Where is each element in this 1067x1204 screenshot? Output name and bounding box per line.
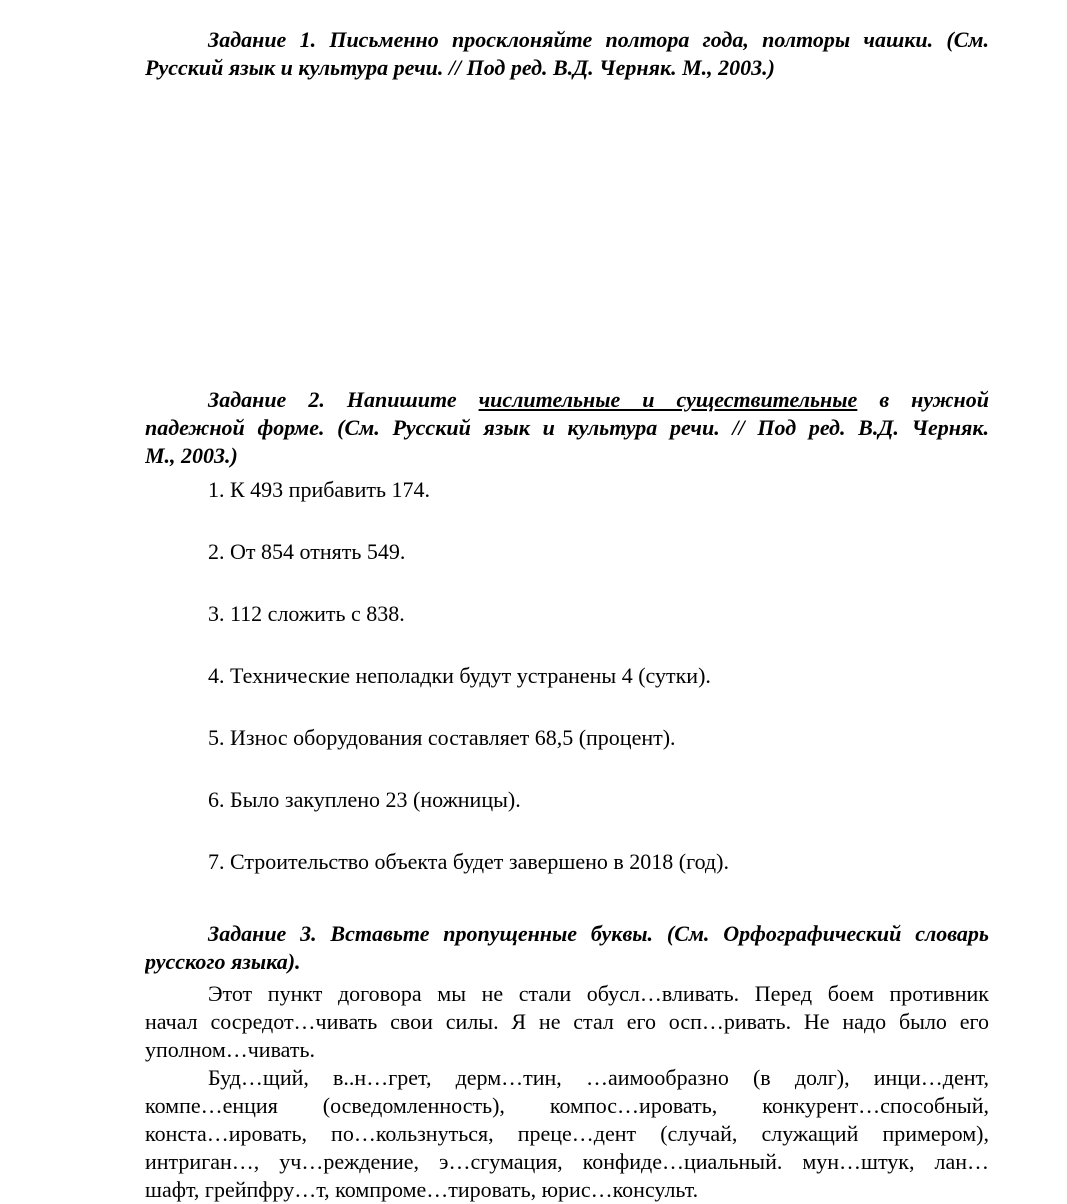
task2-heading-line-2: падежной форме. (См. Русский язык и культура речи. // Под ред. В.Д. Черняк.	[145, 415, 989, 440]
task3-paragraph-1	[145, 980, 989, 1064]
task3-paragraph-2-line-4: интриган…, уч…реждение, э…сгумация, конфиде…циальный. мун…штук, лан…	[145, 1149, 989, 1174]
task3-paragraph-2-line-3: конста…ировать, по…кользнуться, преце…дент (случай, служащий примером),	[145, 1121, 989, 1146]
task3-paragraph-1-line-2: начал сосредот…чивать свои силы. Я не стал его осп…ривать. Не надо было его	[145, 1009, 989, 1034]
task3-paragraph-2-line-2: компе…енция (осведомленность), компос…ировать, конкурент…способный,	[145, 1093, 989, 1118]
task2-heading-pre: Задание 2. Напишите	[208, 387, 479, 412]
task1-section	[145, 26, 989, 82]
exercise-item-4: 4. Технические неполадки будут устранены 4 (сутки).	[208, 663, 711, 688]
exercise-item-3: 3. 112 сложить с 838.	[208, 601, 405, 626]
task2-heading-post: в нужной	[857, 387, 989, 412]
task2-exercise-list	[145, 476, 989, 876]
task2-section	[145, 386, 989, 876]
task1-heading-line-1: Задание 1. Письменно просклоняйте полтора года, полторы чашки. (См.	[208, 27, 989, 52]
exercise-item-1: 1. К 493 прибавить 174.	[208, 477, 430, 502]
task3-paragraph-1-line-1: Этот пункт договора мы не стали обусл…вливать. Перед боем противник	[208, 981, 989, 1006]
task3-heading	[145, 920, 989, 976]
exercise-item-5: 5. Износ оборудования составляет 68,5 (процент).	[208, 725, 676, 750]
task3-paragraph-2-line-1: Буд…щий, в..н…грет, дерм…тин, …аимообразно (в долг), инци…дент,	[208, 1065, 989, 1090]
task3-heading-line-2: русского языка).	[145, 949, 301, 974]
task3-paragraph-2-line-5: шафт, грейпфру…т, компроме…тировать, юрис…консульт.	[145, 1177, 699, 1202]
task2-heading-line-3: М., 2003.)	[145, 443, 238, 468]
task3-section	[145, 920, 989, 1204]
exercise-item-7: 7. Строительство объекта будет завершено в 2018 (год).	[208, 849, 729, 874]
task3-paragraph-1-line-3: уполном…чивать.	[145, 1037, 316, 1062]
underlined-phrase: числительные и существительные	[478, 387, 858, 412]
task2-heading-line-1	[145, 386, 989, 414]
task3-heading-line-1: Задание 3. Вставьте пропущенные буквы. (См. Орфографический словарь	[208, 921, 989, 946]
blank-answer-space	[145, 82, 989, 386]
task1-heading-line-2: Русский язык и культура речи. // Под ред. В.Д. Черняк. М., 2003.)	[145, 55, 775, 80]
task3-paragraph-2	[145, 1064, 989, 1204]
exercise-item-6: 6. Было закуплено 23 (ножницы).	[208, 787, 521, 812]
exercise-item-2: 2. От 854 отнять 549.	[208, 539, 406, 564]
